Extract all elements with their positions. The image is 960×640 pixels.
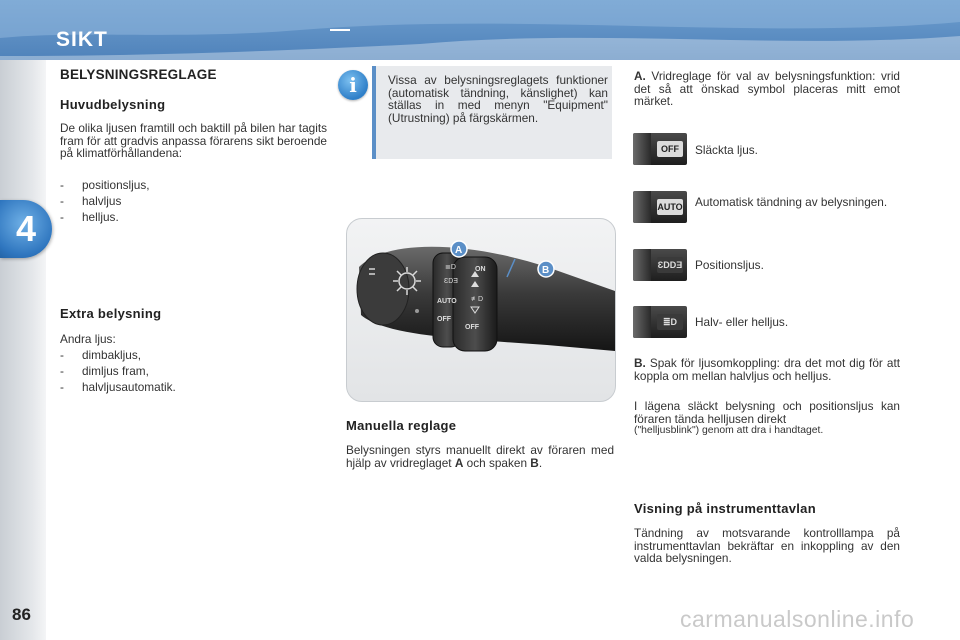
off-mode-icon: OFF — [633, 133, 687, 165]
mode-headlight-text: Halv- eller helljus. — [695, 315, 789, 329]
position-light-icon: ƐDDƎ — [633, 249, 687, 281]
chapter-tab[interactable]: 4 — [0, 200, 52, 258]
info-icon: i — [338, 70, 368, 100]
item-a-text: Vridreglage för val av belysningsfunktion: vrid det så att önskad symbol placeras mitt emot märket. — [634, 69, 900, 109]
extra-lighting-intro: Andra ljus: — [60, 332, 116, 346]
ring-auto-label: AUTO — [437, 298, 457, 305]
list-item: - helljus. — [60, 210, 119, 224]
page-number: 86 — [12, 605, 31, 624]
item-b-label: B. — [634, 356, 646, 370]
extra-lighting-heading: Extra belysning — [60, 306, 162, 321]
svg-text:≣D: ≣D — [445, 264, 456, 271]
list-item: - positionsljus, — [60, 178, 150, 192]
page-title: SIKT — [56, 28, 108, 51]
item-b-note: I lägena släckt belysning och positionsljus kan föraren tända helljusen direkt — [634, 399, 900, 426]
stalk-drawing — [347, 219, 615, 401]
list-item: - dimljus fram, — [60, 364, 149, 378]
list-item: - halvljusautomatik. — [60, 380, 176, 394]
watermark: carmanualsonline.info — [680, 606, 915, 632]
main-lighting-heading: Huvudbelysning — [60, 97, 166, 112]
auto-mode-icon: AUTO — [633, 191, 687, 223]
header-decoration — [0, 0, 960, 60]
callout-a-label: A — [455, 245, 463, 256]
ring-off-label: OFF — [437, 316, 451, 323]
ring-off2-label: OFF — [465, 324, 479, 331]
info-box — [372, 66, 612, 159]
manual-text: Belysningen styrs manuellt direkt av föraren med hjälp av vridreglaget A och spaken B. — [346, 443, 614, 470]
item-a-label: A. — [634, 69, 646, 83]
display-heading: Visning på instrumenttavlan — [634, 501, 816, 516]
item-a — [634, 70, 900, 108]
sidebar-strip — [0, 60, 46, 640]
item-b-text: Spak för ljusomkoppling: dra det mot dig för att koppla om mellan halvljus och helljus. — [634, 356, 900, 383]
svg-text:≢D: ≢D — [471, 296, 484, 303]
main-lighting-text: De olika ljusen framtill och baktill på bilen har tagits fram för att gradvis anpassa förarens sikt beroende på klimatförhållandena: — [60, 121, 327, 161]
section-title: BELYSNINGSREGLAGE — [60, 67, 217, 82]
mode-off-text: Släckta ljus. — [695, 143, 758, 157]
manual-heading: Manuella reglage — [346, 418, 457, 433]
page-header — [0, 0, 960, 60]
list-item: - dimbakljus, — [60, 348, 142, 362]
mode-auto-text: Automatisk tändning av belysningen. — [695, 195, 888, 209]
stalk-illustration — [346, 218, 616, 402]
headlight-icon: ≣D — [633, 306, 687, 338]
display-text: Tändning av motsvarande kontrolllampa på instrumenttavlan bekräftar en inkoppling av den valda belysningen. — [634, 526, 900, 566]
mode-position-text: Positionsljus. — [695, 258, 764, 272]
item-b-note-small: ("helljusblink") genom att dra i handtaget. — [634, 425, 824, 436]
info-text: Vissa av belysningsreglagets funktioner (automatisk tändning, känslighet) kan ställas in med menyn "Equipment" (Utrustning) på färgskärmen. — [388, 73, 608, 125]
item-b — [634, 357, 900, 382]
list-item: - halvljus — [60, 194, 122, 208]
svg-text:ƐDƎ: ƐDƎ — [444, 278, 458, 285]
callout-b-label: B — [542, 265, 550, 276]
ring-on-label: ON — [475, 266, 486, 273]
